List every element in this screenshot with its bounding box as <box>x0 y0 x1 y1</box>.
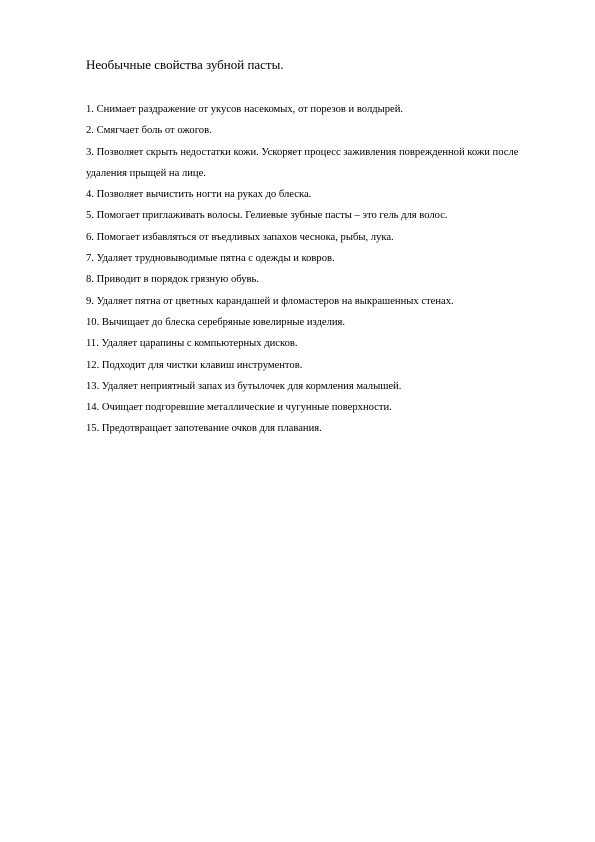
list-item-14: 14. Очищает подгоревшие металлические и чугунные поверхности. <box>86 402 392 414</box>
document-page <box>86 56 556 440</box>
list-item-12: 12. Подходит для чистки клавиш инструментов. <box>86 359 303 371</box>
page-title: Необычные свойства зубной пасты. <box>86 57 284 72</box>
list-item-10: 10. Вычищает до блеска серебряные ювелирные изделия. <box>86 316 346 328</box>
properties-list <box>86 99 556 440</box>
list-item-9: 9. Удаляет пятна от цветных карандашей и фломастеров на выкрашенных стенах. <box>86 295 454 307</box>
list-item-3: 3. Позволяет скрыть недостатки кожи. Ускоряет процесс заживления поврежденной кожи после удаления прыщей на лице. <box>86 146 519 179</box>
list-item-2: 2. Смягчает боль от ожогов. <box>86 125 212 137</box>
list-item-13: 13. Удаляет неприятный запах из бутылочек для кормления малышей. <box>86 380 402 392</box>
list-item-5: 5. Помогает приглаживать волосы. Гелиевые зубные пасты – это гель для волос. <box>86 210 448 222</box>
list-item-15: 15. Предотвращает запотевание очков для плавания. <box>86 423 322 435</box>
list-item-11: 11. Удаляет царапины с компьютерных дисков. <box>86 338 298 350</box>
list-item-4: 4. Позволяет вычистить ногти на руках до блеска. <box>86 189 312 201</box>
list-item-8: 8. Приводит в порядок грязную обувь. <box>86 274 260 286</box>
list-item-1: 1. Снимает раздражение от укусов насекомых, от порезов и волдырей. <box>86 104 404 115</box>
list-item-7: 7. Удаляет трудновыводимые пятна с одежды и ковров. <box>86 253 335 265</box>
list-item-6: 6. Помогает избавляться от въедливых запахов чеснока, рыбы, лука. <box>86 231 394 243</box>
